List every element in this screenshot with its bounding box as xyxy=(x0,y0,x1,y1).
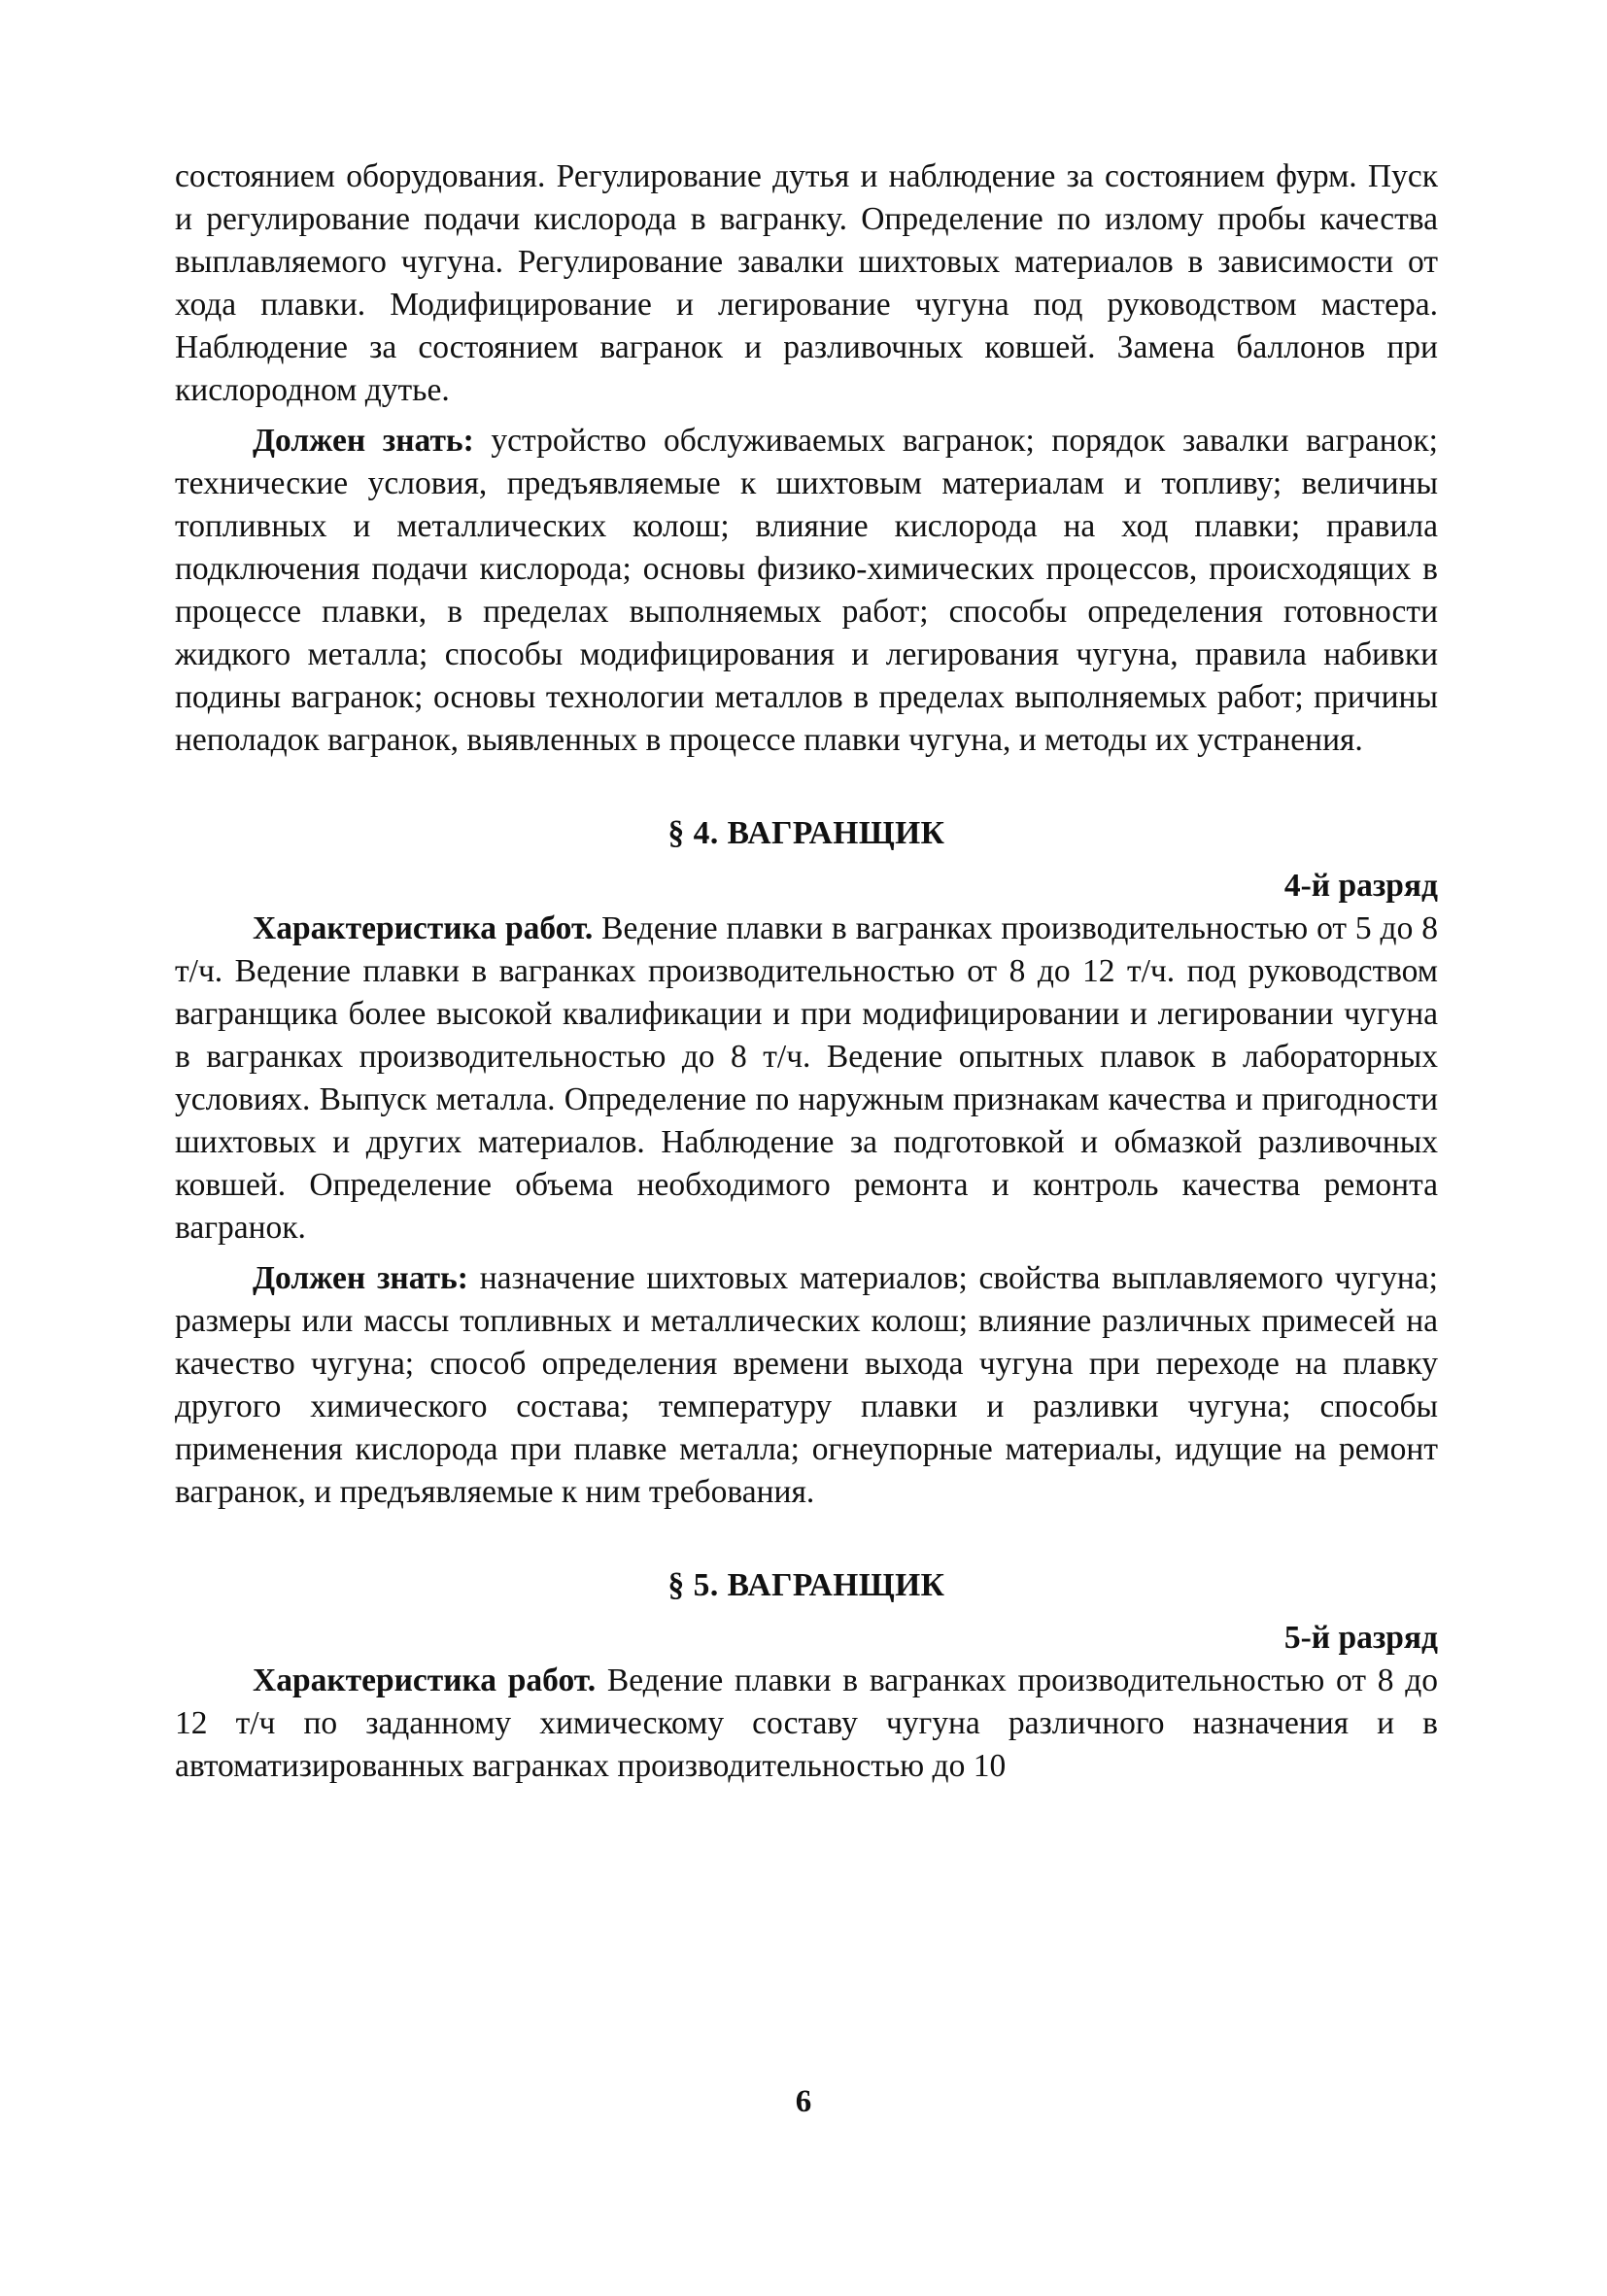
paragraph-text: устройство обслуживаемых вагранок; порядок завалки вагранок; технические условия, предъявляемые к шихтовым материалам и топливу; величины топливных и металлических колош; влияние кислорода на ход плавки; правила подключения подачи кислорода; основы физико-химических процессов, происходящих в процессе плавки, в пределах выполняемых работ; способы определения готовности жидкого металла; способы модифицирования и легирования чугуна, правила набивки подины вагранок; основы технологии металлов в пределах выполняемых работ; причины неполадок вагранок, выявленных в процессе плавки чугуна, и методы их устранения. xyxy=(175,423,1438,758)
section-heading-4: § 4. ВАГРАНЩИК xyxy=(667,815,945,851)
document-page xyxy=(175,155,1438,1788)
paragraph-must-know-4 xyxy=(175,1257,1438,1514)
term-must-know: Должен знать: xyxy=(253,1260,468,1296)
paragraph-continuation: состоянием оборудования. Регулирование дутья и наблюдение за состоянием фурм. Пуск и регулирование подачи кислорода в вагранку. Определение по излому пробы качества выплавляемого чугуна. Регулирование завалки шихтовых материалов в зависимости от хода плавки. Модифицирование и легирование чугуна под руководством мастера. Наблюдение за состоянием вагранок и разливочных ковшей. Замена баллонов при кислородном дутье. xyxy=(175,158,1438,408)
paragraph-text: Ведение плавки в вагранках производительностью от 5 до 8 т/ч. Ведение плавки в вагранках производительностью от 8 до 12 т/ч. под руководством вагранщика более высокой квалификации и при модифицировании и легировании чугуна в вагранках производительностью до 8 т/ч. Ведение опытных плавок в лабораторных условиях. Выпуск металла. Определение по наружным признакам качества и пригодности шихтовых и других материалов. Наблюдение за подготовкой и обмазкой разливочных ковшей. Определение объема необходимого ремонта и контроль качества ремонта вагранок. xyxy=(175,910,1438,1246)
paragraph-text: назначение шихтовых материалов; свойства выплавляемого чугуна; размеры или массы топливных и металлических колош; влияние различных примесей на качество чугуна; способ определения времени выхода чугуна при переходе на плавку другого химического состава; температуру плавки и разливки чугуна; способы применения кислорода при плавке металла; огнеупорные материалы, идущие на ремонт вагранок, и предъявляемые к ним требования. xyxy=(175,1260,1438,1510)
paragraph-must-know-3 xyxy=(175,420,1438,762)
term-work-characteristics: Характеристика работ. xyxy=(253,1662,597,1698)
page-number: 6 xyxy=(795,2084,812,2119)
paragraph-work-characteristics-5 xyxy=(175,1660,1438,1788)
paragraph-text: Ведение плавки в вагранках производительностью от 8 до 12 т/ч по заданному химическому составу чугуна различного назначения и в автоматизированных вагранках производительностью до 10 xyxy=(175,1662,1438,1784)
term-must-know: Должен знать: xyxy=(253,423,474,459)
term-work-characteristics: Характеристика работ. xyxy=(253,910,594,946)
grade-label-5: 5-й разряд xyxy=(1283,1620,1438,1656)
section-heading-5: § 5. ВАГРАНЩИК xyxy=(667,1567,945,1603)
grade-label-4: 4-й разряд xyxy=(1283,868,1438,904)
paragraph-work-characteristics-4 xyxy=(175,908,1438,1250)
